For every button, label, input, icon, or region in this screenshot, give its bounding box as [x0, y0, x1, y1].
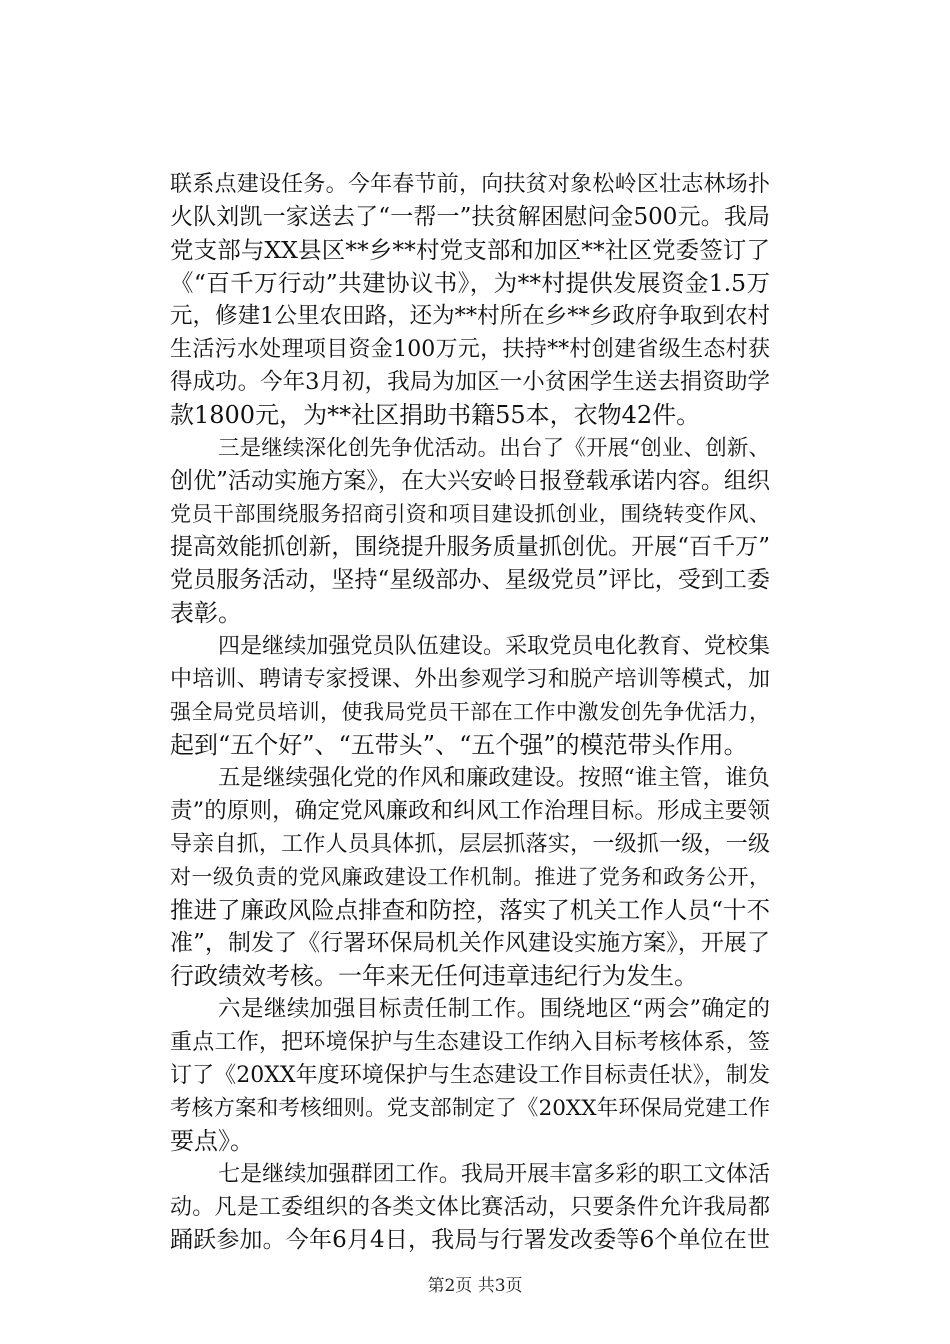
- text-line: 款1800元，为**社区捐助书籍55本，衣物42件。: [170, 401, 701, 429]
- text-line: 党员服务活动，坚持“星级部办、星级党员”评比，受到工委: [170, 567, 770, 593]
- text-line: 对一级负责的党风廉政建设工作机制。推进了党务和政务公开，: [170, 865, 770, 889]
- text-line: 六是继续加强目标责任制工作。围绕地区“两会”确定的: [218, 996, 770, 1022]
- text-line: 中培训、聘请专家授课、外出参观学习和脱产培训等模式，加: [170, 667, 770, 692]
- text-line: 动。凡是工委组织的各类文体比赛活动，只要条件允许我局都: [170, 1195, 770, 1220]
- text-line: 得成功。今年3月初，我局为加区一小贫困学生送去捐资助学: [170, 369, 770, 395]
- text-line: 火队刘凯一家送去了“一帮一”扶贫解困慰问金500元。我局: [170, 204, 770, 230]
- text-line: 起到“五个好”、“五带头”、“五个强”的模范带头作用。: [170, 731, 748, 759]
- text-line: 订了《20XX年度环境保护与生态建设工作目标责任状》，制发: [170, 1063, 770, 1088]
- document-body: [170, 168, 770, 1257]
- text-line: 《“百千万行动”共建协议书》，为**村提供发展资金1.5万: [170, 269, 770, 297]
- text-line: 推进了廉政风险点排查和防控，落实了机关工作人员“十不: [170, 896, 770, 924]
- text-line: 准”，制发了《行署环保局机关作风建设实施方案》，开展了: [170, 930, 770, 956]
- text-line: 重点工作，把环境保护与生态建设工作纳入目标考核体系，签: [170, 1030, 770, 1055]
- text-line: 党支部与XX县区**乡**村党支部和加区**社区党委签订了: [170, 236, 770, 264]
- text-line: 踊跃参加。今年6月4日，我局与行署发改委等6个单位在世: [170, 1227, 770, 1253]
- text-line: 责”的原则，确定党风廉政和纠风工作治理目标。形成主要领: [170, 798, 770, 824]
- text-line: 强全局党员培训，使我局党员干部在工作中激发创先争优活力，: [170, 700, 770, 724]
- page-footer: 第2页 共3页: [427, 1276, 523, 1296]
- text-line: 元，修建1公里农田路，还为**村所在乡**乡政府争取到农村: [170, 303, 770, 329]
- text-line: 七是继续加强群团工作。我局开展丰富多彩的职工文体活: [218, 1162, 770, 1187]
- text-line: 联系点建设任务。今年春节前，向扶贫对象松岭区壮志林场扑: [170, 172, 770, 197]
- text-line: 四是继续加强党员队伍建设。采取党员电化教育、党校集: [218, 634, 770, 659]
- text-line: 导亲自抓，工作人员具体抓，层层抓落实，一级抓一级，一级: [170, 832, 770, 857]
- text-line: 提高效能抓创新，围绕提升服务质量抓创优。开展“百千万”: [170, 534, 770, 560]
- text-line: 考核方案和考核细则。党支部制定了《20XX年环保局党建工作: [170, 1096, 770, 1121]
- text-line: 要点》。: [170, 1127, 254, 1155]
- text-line: 党员干部围绕服务招商引资和项目建设抓创业，围绕转变作风、: [170, 502, 770, 526]
- text-line: 生活污水处理项目资金100万元，扶持**村创建省级生态村获: [170, 337, 770, 362]
- text-line: 行政绩效考核。一年来无任何违章违纪行为发生。: [170, 962, 698, 990]
- text-line: 五是继续强化党的作风和廉政建设。按照“谁主管，谁负: [218, 765, 770, 791]
- text-line: 表彰。: [170, 599, 242, 627]
- text-line: 三是继续深化创先争优活动。出台了《开展“创业、创新、: [218, 436, 770, 461]
- text-line: 创优”活动实施方案》，在大兴安岭日报登载承诺内容。组织: [170, 468, 770, 494]
